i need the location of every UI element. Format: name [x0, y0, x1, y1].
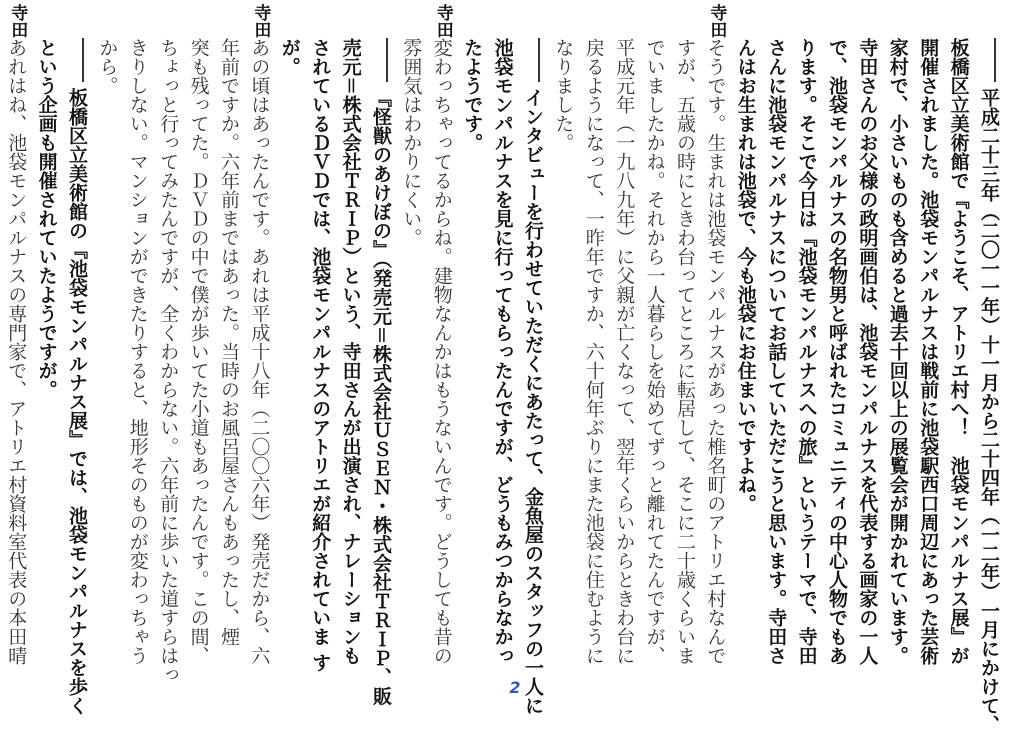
line-text: という企画も開催されていたようですが。	[35, 38, 58, 399]
question-line	[522, 38, 544, 715]
line-text: 開催されました。池袋モンパルナスは戦前に池袋駅西口周辺にあった芸術	[917, 38, 940, 665]
line-text: 寺田さんのお父様の政明画伯は、池袋モンパルナスを代表する画家の一人	[856, 38, 879, 665]
answer-line	[5, 38, 28, 678]
question-rule	[386, 38, 388, 82]
answer-line	[400, 38, 423, 678]
question-line	[797, 38, 816, 678]
line-text: 板橋区立美術館で『ようこそ、アトリエ村へ！ 池袋モンパルナス展』が	[947, 38, 970, 665]
question-rule	[538, 38, 540, 82]
line-text: すが、五歳の時にときわ台ってところに転居して、そこに二十歳くらいま	[674, 38, 696, 665]
line-text: なりました。	[552, 38, 575, 152]
question-line	[888, 38, 907, 678]
question-line	[280, 38, 299, 678]
answer-line	[552, 38, 575, 678]
question-line	[309, 38, 332, 678]
line-text: ちょっと行ってみたんですが、全くわからない。六年前に歩いた道すらはっ	[157, 38, 180, 684]
line-text: でいましたかね。それから一人暮らしを始めてずっと離れてたんですが、	[643, 38, 666, 665]
line-text: 板橋区立美術館の『池袋モンパルナス展』では、池袋モンパルナスを歩く	[66, 88, 88, 715]
speaker-label: 寺田	[432, 4, 453, 38]
line-text: 家村で、小さいものも含めると過去十回以上の展覧会が開かれています。	[886, 38, 909, 665]
line-text: あれはね、池袋モンパルナスの専門家で、アトリエ村資料室代表の本田晴	[5, 38, 28, 665]
line-text: 年前ですか。六年前まではあった。当時のお風呂屋さんもあったし、煙	[218, 38, 240, 646]
answer-line	[96, 38, 119, 678]
question-line	[917, 38, 940, 678]
question-line	[37, 38, 56, 678]
answer-line	[248, 38, 271, 678]
question-line	[341, 38, 360, 678]
question-line	[856, 38, 879, 678]
answer-line	[157, 38, 180, 684]
answer-line	[675, 38, 694, 678]
question-line	[978, 38, 1000, 734]
line-text: きりしない。マンションができたりすると、地形そのものが変わっちゃう	[126, 38, 149, 665]
answer-line	[432, 38, 451, 678]
line-text: さんに池袋モンパルナスについてお話していただこうと思います。寺田さ	[765, 38, 788, 665]
line-text: 平成元年（一九八九年）に父親が亡くなって、翌年くらいからときわ台に	[613, 38, 636, 665]
line-text: が。	[278, 38, 301, 76]
answer-line	[704, 38, 727, 678]
question-line	[370, 38, 392, 706]
line-text: あの頃はあったんです。あれは平成十八年（二〇〇六年）発売だから、六	[248, 38, 271, 665]
answer-line	[645, 38, 664, 678]
question-rule	[82, 38, 84, 82]
answer-line	[189, 38, 208, 678]
answer-line	[128, 38, 147, 678]
question-line	[493, 38, 512, 678]
line-text: 『怪獣のあけぼの』（発売元＝株式会社ＵＳＥＮ・株式会社ＴＲＩＰ、販	[370, 88, 392, 706]
line-text: 平成二十三年（二〇一一年）十一月から二十四年（一二年）一月にかけて、	[978, 88, 1000, 734]
question-line	[949, 38, 968, 678]
line-text: 売元＝株式会社ＴＲＩＰ）という、寺田さんが出演され、ナレーションも	[339, 38, 362, 666]
line-text: そうです。生まれは池袋モンパルナスがあった椎名町のアトリエ村なんで	[704, 38, 727, 665]
question-line	[827, 38, 846, 678]
line-text: されているＤＶＤでは、池袋モンパルナスのアトリエが紹介されていま す	[309, 38, 332, 672]
answer-line	[219, 38, 238, 678]
line-text: 池袋モンパルナスを見に行ってもらったんですが、どうもみつからなかっ	[491, 38, 514, 665]
line-text: んはお生まれは池袋で、今も池袋にお住まいですよね。	[734, 38, 757, 513]
line-text: インタビューを行わせていただくにあたって、金魚屋のスタッフの一人に	[522, 88, 544, 715]
line-text: から。	[96, 38, 119, 95]
answer-line	[584, 38, 603, 678]
page-number: 2	[509, 678, 521, 697]
question-line	[765, 38, 788, 678]
speaker-label: 寺田	[7, 4, 28, 38]
line-text: 雰囲気はわかりにくい。	[400, 38, 423, 247]
question-line	[736, 38, 755, 678]
line-text: 変わっちゃってるからね。建物なんかはもうないんです。どうしても昔の	[430, 38, 453, 665]
line-text: ります。そこで今日は『池袋モンパルナスへの旅』というテーマで、寺田	[795, 38, 818, 665]
question-line	[461, 38, 484, 678]
speaker-label: 寺田	[250, 4, 271, 38]
question-line	[66, 38, 88, 715]
line-text: 戻るようになって、一昨年ですか、六十何年ぶりにまた池袋に住むように	[582, 38, 605, 665]
speaker-label: 寺田	[706, 4, 727, 38]
line-text: で、池袋モンパルナスの名物男と呼ばれたコミュニティの中心人物でもあ	[826, 38, 848, 665]
answer-line	[613, 38, 636, 678]
line-text: たようです。	[461, 38, 484, 152]
question-rule	[994, 38, 996, 82]
line-text: 突も残ってた。ＤＶＤの中で僕が歩いてた小道もあったんです。この間、	[187, 38, 210, 665]
